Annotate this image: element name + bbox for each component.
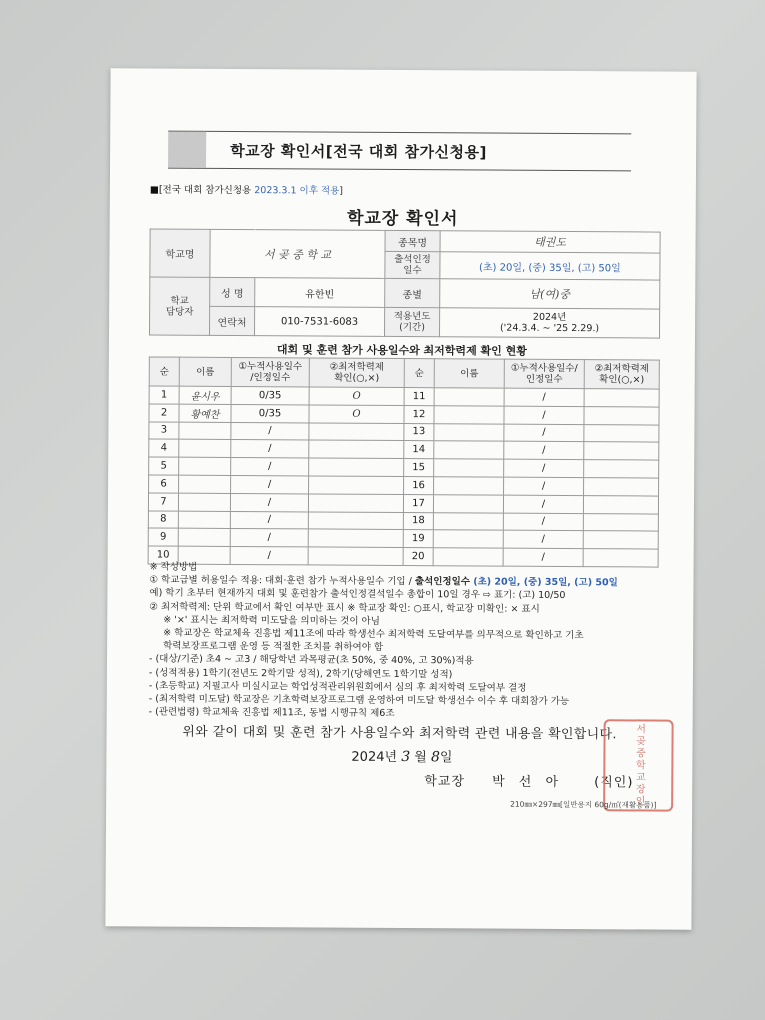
row-check [308,529,403,547]
row-name [178,493,230,511]
row-name: 황예찬 [179,404,231,422]
row-no: 12 [404,405,434,423]
note-6: - (성적적용) 1학기(전년도 2학기말 성적), 2학기(당해연도 1학기말 성적) [148,667,453,680]
row-no: 15 [404,459,434,477]
principal-name: 박 선 아 [492,774,564,790]
status-section-title: 대회 및 훈련 참가 사용일수와 최저학력제 확인 현황 [276,343,527,358]
row-check [584,478,659,496]
row-days: / [504,388,584,406]
row-days: / [231,422,309,440]
contact-value: 010-7531-6083 [254,307,384,337]
date-month: 3 [401,749,411,766]
row-check [584,424,659,442]
row-name [434,423,504,441]
document-title: 학교장 확인서 [346,208,459,230]
gender-label: 종별 [385,278,440,307]
row-no: 18 [403,512,433,530]
row-days: / [230,493,308,511]
official-seal: 서곶중학교장인 [603,719,674,811]
status-header-row [149,357,659,389]
row-name [179,475,231,493]
row-no: 20 [403,548,433,566]
row-no: 2 [149,404,179,422]
row-no: 4 [149,439,179,457]
row-no: 14 [404,441,434,459]
manager-name-value: 유한빈 [255,278,385,308]
notes-heading: ※ 작성방법 [149,561,198,573]
row-name [434,388,504,406]
row-days: / [504,442,584,460]
row-days: / [231,440,309,458]
row-no: 19 [403,530,433,548]
header-title: 학교장 확인서[전국 대회 참가신청용] [230,141,487,162]
form-note-suffix: ] [339,185,344,197]
row-days: 0/35 [231,386,309,404]
attendance-value: (초) 20일, (중) 35일, (고) 50일 [440,252,660,280]
confirmation-text: 위와 같이 대회 및 훈련 참가 사용일수와 최저학력 관련 내용을 확인합니다. [182,724,617,743]
row-check: O [309,405,404,423]
row-name [178,529,230,547]
col-check-right: ②최저학력제 확인(○,×) [584,360,659,389]
note-5: - (대상/기준) 초4 ~ 고3 / 해당학년 과목평균(초 50%, 중 40%, 고 30%)적용 [148,653,474,667]
year-cell [439,308,659,338]
document-page [105,68,696,930]
header-bar [168,131,631,172]
row-check [309,458,404,476]
row-days: / [231,458,309,476]
row-days: / [504,424,584,442]
row-days: / [504,406,584,424]
row-no: 1 [149,386,179,404]
principal-signature [424,770,633,790]
period-value: ('24.3.4. ~ '25 2.29.) [499,322,600,335]
row-name [179,457,231,475]
col-no: 순 [149,357,179,386]
col-days-right: ①누적사용일수/ 인정일수 [504,359,584,388]
note-9: - (관련법령) 학교체육 진흥법 제11조, 동법 시행규칙 제6조 [148,706,395,720]
col-name: 이름 [179,357,231,386]
contact-label: 연락처 [209,306,254,335]
year-label: 적용년도 (기간) [384,307,439,336]
row-check [309,423,404,441]
row-check: O [309,387,404,405]
row-days: / [231,475,309,493]
year-value: 2024년 [532,311,567,324]
signature-date [351,746,452,766]
row-days: / [503,513,583,531]
row-days: / [504,477,584,495]
row-days: / [503,495,583,513]
date-day-unit: 일 [439,750,453,766]
form-note [150,181,343,196]
header-decoration [168,132,206,168]
note-1-days: (초) 20일, (중) 35일, (고) 50일 [469,576,618,589]
note-1-emphasis: 출석인정일수 [414,576,470,588]
principal-title: 학교장 [424,774,466,790]
event-label: 종목명 [385,230,440,251]
row-name [179,422,231,440]
status-table [148,356,660,567]
row-no: 6 [149,475,179,493]
col-days: ①누적사용일수 /인정일수 [231,357,309,386]
row-name [434,441,504,459]
row-check [584,406,659,424]
col-no-right: 순 [404,359,434,388]
row-check [583,531,658,549]
row-check [584,442,659,460]
row-check [308,494,403,512]
row-days: / [503,531,583,549]
col-check: ②최저학력제 확인(○,×) [309,358,404,388]
info-table [149,228,661,338]
form-note-prefix: ■[전국 대회 참가신청용 [149,184,252,197]
row-name [433,512,503,530]
note-1-text: ① 학교급별 허용일수 적용: 대회·훈련 참가 누적사용일수 기입 / [149,574,415,588]
date-month-unit: 월 [414,750,427,766]
row-no: 17 [403,494,433,512]
row-no: 8 [148,511,178,529]
row-no: 9 [148,528,178,546]
row-name [434,405,504,423]
note-4-cont: 학력보장프로그램 운영 등 적절한 조치를 취하여야 함 [163,640,384,654]
row-check [583,513,658,531]
manager-name-label: 성 명 [210,277,255,306]
event-value: 태권도 [440,231,660,253]
row-no: 11 [404,388,434,406]
row-name [433,530,503,548]
row-check [309,440,404,458]
note-8: - (최저학력 미도달) 학교장은 기초학력보장프로그램 운영하여 미도달 학생선수 이수 후 대회참가 가능 [148,693,570,708]
row-no: 5 [149,457,179,475]
row-no: 13 [404,423,434,441]
school-name-value: 서 곶 중 학 교 [210,229,385,278]
manager-label: 학교 담당자 [149,277,209,335]
note-7: - (초등학교) 지필고사 미실시교는 학업성적관리위원회에서 심의 후 최저학력 도달여부 결정 [148,680,527,694]
row-name [178,511,230,529]
form-note-date: 2023.3.1 이후 적용 [254,185,340,197]
row-days: 0/35 [231,404,309,422]
row-no: 3 [149,422,179,440]
date-year: 2024년 [351,749,398,765]
paper-spec: 210㎜×297㎜[일반용지 60g/㎡(재활용품)] [510,799,657,810]
row-no: 7 [148,493,178,511]
col-name-right: 이름 [434,359,504,388]
note-4: ※ 학교장은 학교체육 진흥법 제11조에 따라 학생선수 최저학력 도달여부를 의무적으로 확인하고 기초 [163,627,584,642]
row-check [309,476,404,494]
row-no: 16 [404,477,434,495]
row-name [179,440,231,458]
seal-label: (직인) [594,775,634,791]
row-check [308,512,403,530]
attendance-label: 출석인정 일수 [385,251,440,278]
row-days: / [504,459,584,477]
row-name [433,494,503,512]
note-1-example: 예) 학기 초부터 현재까지 대회 및 훈련참가 출석인정결석일수 총합이 10일 경우 ⇨ 표기: (고) 10/50 [149,587,566,602]
note-3: ※ '×' 표시는 최저학력 미도달을 의미하는 것이 아님 [163,614,380,627]
school-name-label: 학교명 [150,229,210,277]
row-days: / [230,529,308,547]
row-check [584,389,659,407]
row-no: 10 [148,546,178,564]
row-name: 윤시우 [179,386,231,404]
row-days: / [503,548,583,566]
note-2: ② 최저학력제: 단위 학교에서 확인 여부만 표시 ※ 학교장 확인: ○표시, 학교장 미확인: × 표시 [149,601,540,615]
row-check [583,495,658,513]
row-name [434,459,504,477]
date-day: 8 [430,749,440,766]
row-check [584,460,659,478]
row-days: / [230,511,308,529]
gender-value: 남(여)중 [440,279,660,309]
writing-instructions [149,560,665,722]
row-name [434,477,504,495]
row-days: / [230,547,308,565]
